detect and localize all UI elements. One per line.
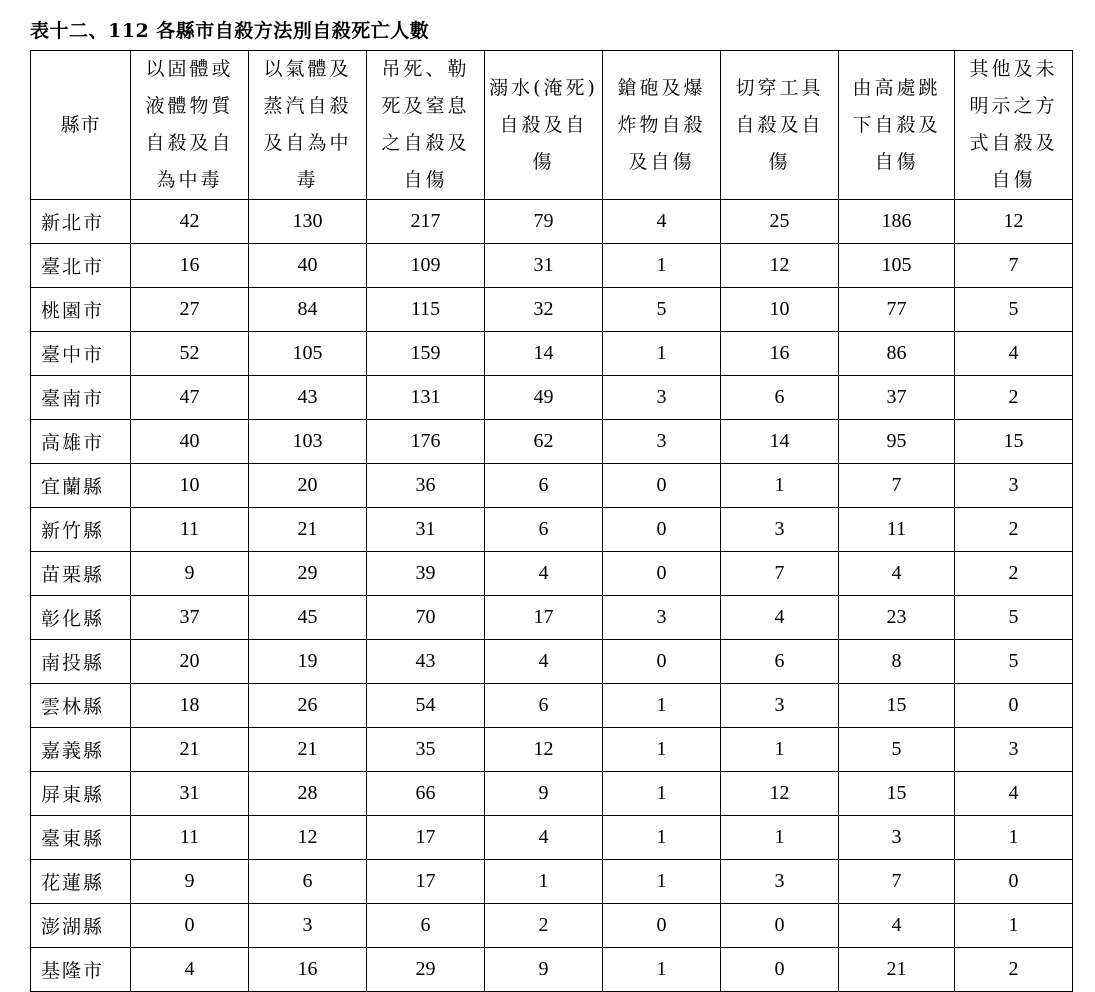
count-cell: 4 (721, 596, 839, 640)
count-cell: 3 (955, 464, 1073, 508)
count-cell: 21 (249, 508, 367, 552)
count-cell: 7 (839, 464, 955, 508)
header-label: 溺水(淹死)自殺及自傷 (489, 76, 598, 173)
count-cell: 130 (249, 200, 367, 244)
table-row (31, 948, 1073, 992)
count-cell: 21 (839, 948, 955, 992)
count-cell: 11 (131, 816, 249, 860)
count-cell: 105 (839, 244, 955, 288)
count-cell: 37 (839, 376, 955, 420)
count-cell: 6 (485, 684, 603, 728)
count-cell: 4 (485, 816, 603, 860)
count-cell: 1 (721, 816, 839, 860)
count-cell: 4 (485, 640, 603, 684)
count-cell: 5 (955, 596, 1073, 640)
count-cell: 12 (249, 816, 367, 860)
table-row (31, 508, 1073, 552)
county-name-cell: 花蓮縣 (31, 860, 131, 904)
table-row (31, 772, 1073, 816)
count-cell: 1 (603, 332, 721, 376)
count-cell: 1 (603, 728, 721, 772)
count-cell: 17 (367, 860, 485, 904)
count-cell: 47 (131, 376, 249, 420)
header-gas-vapour (249, 51, 367, 200)
count-cell: 77 (839, 288, 955, 332)
count-cell: 6 (721, 376, 839, 420)
suicide-method-table (30, 50, 1073, 992)
table-row (31, 200, 1073, 244)
count-cell: 217 (367, 200, 485, 244)
count-cell: 4 (955, 772, 1073, 816)
header-label: 其他及未明示之方式自殺及自傷 (969, 58, 1058, 191)
count-cell: 5 (955, 640, 1073, 684)
count-cell: 1 (603, 860, 721, 904)
count-cell: 5 (955, 288, 1073, 332)
count-cell: 2 (955, 376, 1073, 420)
table-row (31, 244, 1073, 288)
count-cell: 37 (131, 596, 249, 640)
count-cell: 84 (249, 288, 367, 332)
count-cell: 14 (721, 420, 839, 464)
count-cell: 17 (367, 816, 485, 860)
county-name-cell: 臺中市 (31, 332, 131, 376)
header-drowning (485, 51, 603, 200)
header-label: 鎗砲及爆炸物自殺及自傷 (617, 76, 706, 173)
header-other (955, 51, 1073, 200)
county-name-cell: 基隆市 (31, 948, 131, 992)
count-cell: 4 (603, 200, 721, 244)
header-label: 切穿工具自殺及自傷 (735, 76, 824, 173)
count-cell: 1 (485, 860, 603, 904)
county-name-cell: 臺東縣 (31, 816, 131, 860)
count-cell: 7 (721, 552, 839, 596)
table-row (31, 904, 1073, 948)
count-cell: 14 (485, 332, 603, 376)
count-cell: 8 (839, 640, 955, 684)
count-cell: 43 (249, 376, 367, 420)
count-cell: 9 (485, 772, 603, 816)
count-cell: 1 (603, 684, 721, 728)
count-cell: 10 (131, 464, 249, 508)
count-cell: 0 (955, 860, 1073, 904)
count-cell: 31 (367, 508, 485, 552)
county-name-cell: 臺南市 (31, 376, 131, 420)
table-row (31, 332, 1073, 376)
count-cell: 0 (603, 904, 721, 948)
count-cell: 15 (839, 772, 955, 816)
count-cell: 15 (955, 420, 1073, 464)
count-cell: 39 (367, 552, 485, 596)
count-cell: 16 (131, 244, 249, 288)
count-cell: 6 (249, 860, 367, 904)
count-cell: 9 (131, 860, 249, 904)
count-cell: 86 (839, 332, 955, 376)
count-cell: 18 (131, 684, 249, 728)
count-cell: 4 (839, 552, 955, 596)
count-cell: 3 (249, 904, 367, 948)
count-cell: 4 (839, 904, 955, 948)
header-jumping (839, 51, 955, 200)
count-cell: 42 (131, 200, 249, 244)
header-firearms (603, 51, 721, 200)
count-cell: 20 (249, 464, 367, 508)
count-cell: 95 (839, 420, 955, 464)
table-row (31, 464, 1073, 508)
count-cell: 1 (955, 816, 1073, 860)
county-name-cell: 新北市 (31, 200, 131, 244)
count-cell: 1 (955, 904, 1073, 948)
count-cell: 29 (249, 552, 367, 596)
count-cell: 2 (955, 948, 1073, 992)
count-cell: 11 (131, 508, 249, 552)
count-cell: 66 (367, 772, 485, 816)
count-cell: 1 (721, 464, 839, 508)
header-solid-liquid (131, 51, 249, 200)
count-cell: 16 (721, 332, 839, 376)
county-name-cell: 高雄市 (31, 420, 131, 464)
table-row (31, 596, 1073, 640)
count-cell: 115 (367, 288, 485, 332)
count-cell: 2 (485, 904, 603, 948)
count-cell: 23 (839, 596, 955, 640)
count-cell: 3 (721, 508, 839, 552)
table-row (31, 288, 1073, 332)
count-cell: 29 (367, 948, 485, 992)
count-cell: 3 (721, 860, 839, 904)
count-cell: 9 (131, 552, 249, 596)
header-label: 由高處跳下自殺及自傷 (852, 76, 941, 173)
count-cell: 70 (367, 596, 485, 640)
count-cell: 0 (603, 464, 721, 508)
count-cell: 4 (955, 332, 1073, 376)
count-cell: 1 (603, 244, 721, 288)
table-body (31, 200, 1073, 992)
count-cell: 2 (955, 552, 1073, 596)
count-cell: 5 (839, 728, 955, 772)
count-cell: 3 (603, 420, 721, 464)
table-row (31, 816, 1073, 860)
count-cell: 19 (249, 640, 367, 684)
county-name-cell: 彰化縣 (31, 596, 131, 640)
header-label: 以固體或液體物質自殺及自為中毒 (145, 58, 234, 191)
county-name-cell: 新竹縣 (31, 508, 131, 552)
count-cell: 49 (485, 376, 603, 420)
count-cell: 40 (249, 244, 367, 288)
count-cell: 0 (603, 552, 721, 596)
header-label: 以氣體及蒸汽自殺及自為中毒 (263, 58, 352, 191)
count-cell: 21 (131, 728, 249, 772)
count-cell: 186 (839, 200, 955, 244)
table-row (31, 860, 1073, 904)
county-name-cell: 南投縣 (31, 640, 131, 684)
county-name-cell: 宜蘭縣 (31, 464, 131, 508)
county-name-cell: 桃園市 (31, 288, 131, 332)
count-cell: 3 (721, 684, 839, 728)
count-cell: 10 (721, 288, 839, 332)
count-cell: 20 (131, 640, 249, 684)
table-row (31, 640, 1073, 684)
count-cell: 176 (367, 420, 485, 464)
count-cell: 3 (603, 596, 721, 640)
count-cell: 1 (603, 816, 721, 860)
count-cell: 45 (249, 596, 367, 640)
header-county (31, 51, 131, 200)
count-cell: 131 (367, 376, 485, 420)
count-cell: 0 (721, 904, 839, 948)
count-cell: 2 (955, 508, 1073, 552)
county-name-cell: 雲林縣 (31, 684, 131, 728)
county-name-cell: 澎湖縣 (31, 904, 131, 948)
county-name-cell: 苗栗縣 (31, 552, 131, 596)
count-cell: 36 (367, 464, 485, 508)
count-cell: 52 (131, 332, 249, 376)
count-cell: 1 (721, 728, 839, 772)
count-cell: 0 (131, 904, 249, 948)
count-cell: 62 (485, 420, 603, 464)
count-cell: 12 (955, 200, 1073, 244)
count-cell: 12 (721, 772, 839, 816)
table-row (31, 728, 1073, 772)
count-cell: 1 (603, 948, 721, 992)
table-row (31, 552, 1073, 596)
count-cell: 109 (367, 244, 485, 288)
count-cell: 1 (603, 772, 721, 816)
table-row (31, 420, 1073, 464)
count-cell: 6 (721, 640, 839, 684)
count-cell: 4 (131, 948, 249, 992)
count-cell: 5 (603, 288, 721, 332)
count-cell: 3 (955, 728, 1073, 772)
count-cell: 17 (485, 596, 603, 640)
count-cell: 9 (485, 948, 603, 992)
header-label: 吊死、勒死及窒息之自殺及自傷 (381, 58, 470, 191)
count-cell: 7 (955, 244, 1073, 288)
count-cell: 0 (603, 640, 721, 684)
count-cell: 3 (603, 376, 721, 420)
table-header-row (31, 51, 1073, 200)
count-cell: 54 (367, 684, 485, 728)
count-cell: 16 (249, 948, 367, 992)
count-cell: 159 (367, 332, 485, 376)
header-label: 縣市 (60, 113, 101, 136)
count-cell: 43 (367, 640, 485, 684)
county-name-cell: 臺北市 (31, 244, 131, 288)
table-row (31, 684, 1073, 728)
count-cell: 6 (367, 904, 485, 948)
count-cell: 79 (485, 200, 603, 244)
count-cell: 40 (131, 420, 249, 464)
count-cell: 15 (839, 684, 955, 728)
count-cell: 12 (485, 728, 603, 772)
count-cell: 7 (839, 860, 955, 904)
count-cell: 3 (839, 816, 955, 860)
count-cell: 0 (955, 684, 1073, 728)
count-cell: 6 (485, 464, 603, 508)
count-cell: 4 (485, 552, 603, 596)
count-cell: 31 (485, 244, 603, 288)
header-cutting (721, 51, 839, 200)
count-cell: 21 (249, 728, 367, 772)
count-cell: 12 (721, 244, 839, 288)
table-row (31, 376, 1073, 420)
count-cell: 31 (131, 772, 249, 816)
page-title: 表十二、112 各縣市自殺方法別自殺死亡人數 (30, 20, 430, 42)
header-hanging (367, 51, 485, 200)
count-cell: 6 (485, 508, 603, 552)
count-cell: 32 (485, 288, 603, 332)
count-cell: 35 (367, 728, 485, 772)
count-cell: 26 (249, 684, 367, 728)
count-cell: 0 (603, 508, 721, 552)
county-name-cell: 嘉義縣 (31, 728, 131, 772)
count-cell: 11 (839, 508, 955, 552)
count-cell: 28 (249, 772, 367, 816)
count-cell: 25 (721, 200, 839, 244)
count-cell: 103 (249, 420, 367, 464)
count-cell: 0 (721, 948, 839, 992)
count-cell: 27 (131, 288, 249, 332)
county-name-cell: 屏東縣 (31, 772, 131, 816)
count-cell: 105 (249, 332, 367, 376)
